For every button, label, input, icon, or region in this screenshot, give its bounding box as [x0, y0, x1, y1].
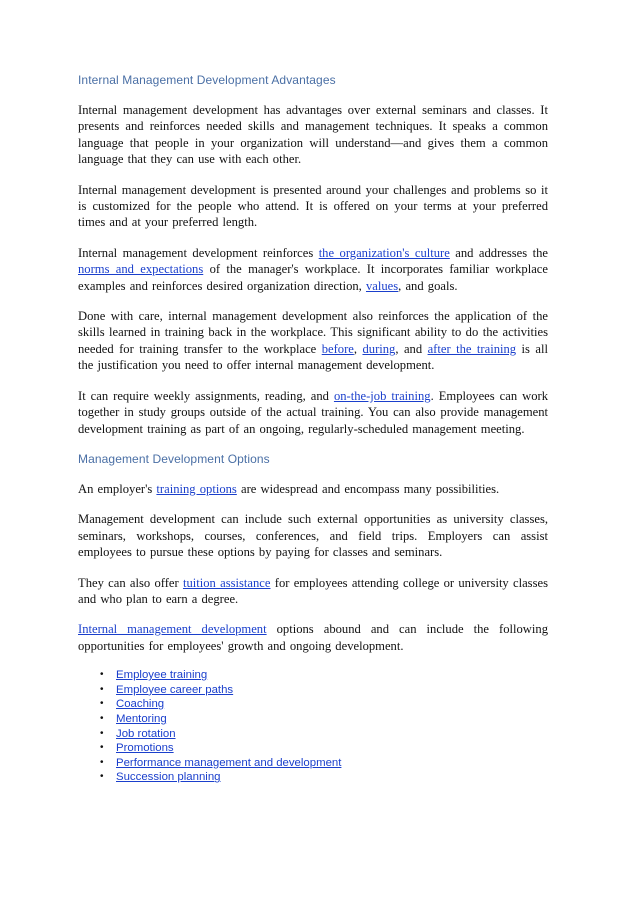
text-span: options abound and can include the following opportunities for employees' growth and ongoing development.: [78, 622, 548, 653]
link-during[interactable]: during: [362, 341, 396, 356]
paragraph-options-4: [78, 621, 548, 654]
text-span: It can require weekly assignments, reading, and: [78, 388, 334, 403]
list-item: [100, 741, 548, 756]
link-coaching[interactable]: Coaching: [116, 698, 165, 711]
bullet-icon: •: [100, 669, 104, 681]
paragraph-advantages-2: Internal management development is presented around your challenges and problems so it is customized for the people who attend. It is offered on your terms at your preferred times and at your preferred length.: [78, 182, 548, 230]
text-span: An employer's: [78, 481, 157, 496]
link-job-rotation[interactable]: Job rotation: [116, 727, 176, 740]
paragraph-advantages-4: [78, 308, 548, 374]
section-heading-advantages: Internal Management Development Advantages: [78, 73, 336, 87]
text-span: Done with care, internal management development also reinforces the application of the skills learned in training back in the workplace. This significant ability to do the activities needed for training transfer to the workplace: [78, 309, 548, 356]
link-after-the-training[interactable]: after the training: [427, 341, 517, 356]
link-organization-culture[interactable]: the organization's culture: [318, 245, 450, 260]
paragraph-advantages-1: Internal management development has advantages over external seminars and classes. It presents and reinforces needed skills and management techniques. It speaks a common language that people in your organization will understand—and gives them a common language that they can use with each other.: [78, 103, 548, 167]
list-item: [100, 770, 548, 785]
bullet-icon: •: [100, 742, 104, 754]
list-item: [100, 712, 548, 727]
bullet-icon: •: [100, 698, 104, 710]
list-item: [100, 727, 548, 742]
text-span: Internal management development reinforces: [78, 245, 319, 260]
bullet-icon: •: [100, 756, 104, 768]
text-span: , and goals.: [398, 278, 458, 293]
link-tuition-assistance[interactable]: tuition assistance: [182, 575, 271, 590]
paragraph-options-1: [78, 481, 548, 497]
text-span: , and: [395, 341, 428, 356]
text-span: for employees attending college or university classes and who plan to earn a degree.: [78, 575, 548, 606]
bullet-icon: •: [100, 712, 104, 724]
text-span: and addresses the: [449, 245, 548, 260]
link-mentoring[interactable]: Mentoring: [116, 712, 167, 725]
bullet-icon: •: [100, 683, 104, 695]
paragraph-options-2: Management development can include such external opportunities as university classes, seminars, workshops, courses, conferences, and field trips. Employers can assist employees to pursue these options by paying for classes and seminars.: [78, 512, 548, 560]
link-promotions[interactable]: Promotions: [116, 742, 174, 755]
text-span: They can also offer: [78, 575, 183, 590]
bullet-icon: •: [100, 771, 104, 783]
list-item: [100, 683, 548, 698]
link-before[interactable]: before: [321, 341, 354, 356]
list-item: [100, 668, 548, 683]
link-training-options[interactable]: training options: [156, 481, 237, 496]
section-heading-options: Management Development Options: [78, 451, 270, 466]
text-span: ,: [353, 341, 363, 356]
paragraph-advantages-5: [78, 388, 548, 437]
paragraph-options-3: [78, 575, 548, 608]
link-values[interactable]: values: [365, 278, 399, 293]
list-item: [100, 756, 548, 771]
development-options-list: [78, 668, 548, 785]
link-on-the-job-training[interactable]: on-the-job training: [333, 388, 431, 403]
document-page: [78, 72, 548, 785]
list-item: [100, 697, 548, 712]
link-employee-training[interactable]: Employee training: [116, 669, 208, 682]
text-span: is all the justification you need to offer internal management development.: [78, 341, 548, 373]
link-succession-planning[interactable]: Succession planning: [116, 771, 221, 784]
text-span: . Employees can work together in study groups outside of the actual training. You can also provide management development training as part of an ongoing, regularly-scheduled management meeting.: [78, 388, 548, 436]
text-span: are widespread and encompass many possibilities.: [236, 481, 500, 496]
link-employee-career-paths[interactable]: Employee career paths: [116, 683, 234, 696]
text-span: of the manager's workplace. It incorporates familiar workplace examples and reinforces desired organization direction,: [78, 262, 548, 293]
bullet-icon: •: [100, 727, 104, 739]
link-internal-management-development[interactable]: Internal management development: [78, 622, 267, 637]
link-norms-expectations[interactable]: norms and expectations: [78, 262, 204, 277]
paragraph-advantages-3: [78, 245, 548, 294]
link-performance-management[interactable]: Performance management and development: [116, 756, 342, 769]
